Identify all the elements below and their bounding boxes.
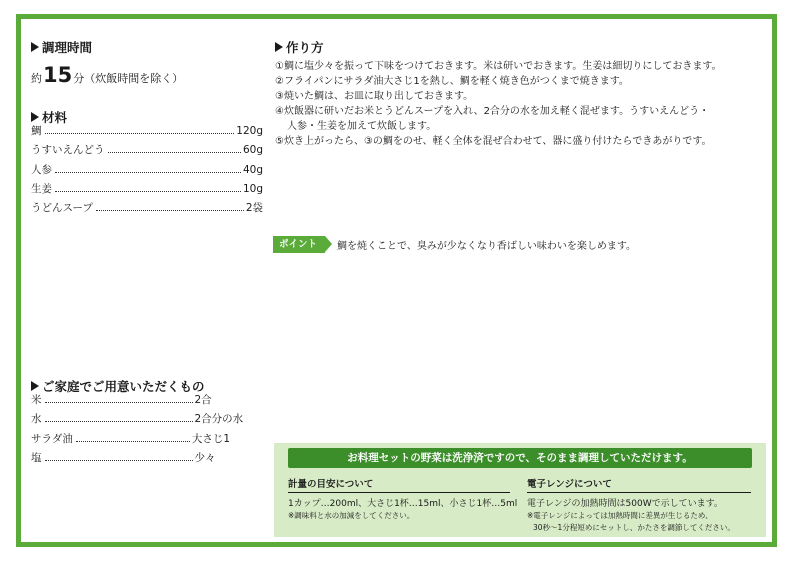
ingredient-name: うどんスープ — [31, 202, 93, 215]
list-item — [31, 392, 263, 411]
leader-dots — [45, 421, 193, 422]
leader-dots — [55, 172, 241, 173]
measure-note — [288, 476, 518, 521]
point-text: 鯛を焼くことで、臭みが少なくなり香ばしい味わいを楽しめます。 — [337, 241, 637, 252]
triangle-bullet-icon — [31, 42, 39, 52]
ingredient-name: 鯛 — [31, 125, 42, 137]
measure-small: ※調味料と水の加減をしてください。 — [288, 511, 415, 520]
leader-dots — [108, 152, 241, 153]
point-tip — [273, 236, 636, 253]
cook-time-note: （炊飯時間を除く） — [84, 72, 184, 85]
ingredient-qty: 40g — [242, 163, 263, 176]
ingredient-name: 人参 — [31, 163, 52, 176]
leader-dots — [55, 191, 241, 192]
point-badge: ポイント — [273, 236, 325, 253]
ingredient-list — [31, 123, 263, 219]
item-name: 水 — [31, 413, 42, 426]
measure-heading: 計量の目安について — [288, 476, 510, 493]
triangle-bullet-icon — [275, 42, 283, 52]
microwave-note — [527, 476, 751, 533]
list-item — [31, 450, 263, 469]
cook-time-title: 調理時間 — [42, 40, 93, 55]
list-item — [31, 123, 263, 142]
leader-dots — [76, 441, 190, 442]
household-list — [31, 392, 263, 469]
item-qty: 少々 — [194, 451, 216, 464]
step-5: ⑤炊き上がったら、③の鯛をのせ、軽く全体を混ぜ合わせて、器に盛り付けたらできあがりです。 — [275, 136, 712, 147]
method-heading — [275, 38, 324, 56]
ingredients-title: 材料 — [42, 110, 68, 125]
method-title: 作り方 — [286, 40, 324, 55]
microwave-small-2: 30秒～1分程短めにセットし、かたさを調節してください。 — [533, 523, 735, 532]
cook-time-heading — [31, 38, 92, 56]
list-item — [31, 411, 263, 430]
item-qty: 2合 — [194, 394, 212, 406]
recipe-card — [16, 14, 777, 547]
step-4-continued: 人参・生姜を加えて炊飯します。 — [287, 121, 437, 132]
step-3: ③焼いた鯛は、お皿に取り出しておきます。 — [275, 91, 474, 102]
cook-time-value — [31, 63, 183, 87]
list-item — [31, 431, 263, 450]
leader-dots — [45, 460, 193, 461]
microwave-body: 電子レンジの加熱時間は500Wで示しています。 — [527, 499, 723, 509]
item-name: サラダ油 — [31, 432, 73, 445]
triangle-bullet-icon — [31, 381, 39, 391]
leader-dots — [96, 210, 244, 211]
microwave-small-1: ※電子レンジによっては加熱時間に差異が生じるため、 — [527, 511, 713, 520]
measure-body: 1カップ…200ml、大さじ1杯…15ml、小さじ1杯…5ml — [288, 499, 518, 509]
ingredient-name: 生姜 — [31, 182, 52, 195]
item-name: 米 — [31, 394, 42, 406]
item-qty: 大さじ1 — [191, 432, 231, 445]
microwave-heading: 電子レンジについて — [527, 476, 751, 493]
step-4: ④炊飯器に研いだお米とうどんスープを入れ、2合分の水を加え軽く混ぜます。うすいえんどう・ — [275, 106, 710, 117]
ingredient-qty: 10g — [242, 182, 263, 195]
list-item — [31, 162, 263, 181]
note-banner: お料理セットの野菜は洗浄済ですので、そのまま調理していただけます。 — [288, 448, 752, 468]
list-item — [31, 200, 263, 219]
step-1: ①鯛に塩少々を振って下味をつけておきます。米は研いでおきます。生姜は細切りにしておきます。 — [275, 61, 722, 72]
list-item — [31, 181, 263, 200]
household-title: ご家庭でご用意いただくもの — [42, 379, 205, 394]
method-steps — [275, 59, 760, 149]
cook-time-prefix: 約 — [31, 72, 42, 85]
ingredient-qty: 120g — [236, 125, 263, 137]
note-box — [274, 443, 766, 537]
leader-dots — [45, 133, 235, 134]
cook-time-minutes: 15 — [43, 63, 73, 87]
ingredient-qty: 2袋 — [245, 202, 263, 215]
ingredient-name: うすいえんどう — [31, 144, 105, 157]
cook-time-unit: 分 — [73, 72, 85, 85]
ingredient-qty: 60g — [242, 144, 263, 157]
step-2: ②フライパンにサラダ油大さじ1を熱し、鯛を軽く焼き色がつくまで焼きます。 — [275, 76, 629, 87]
list-item — [31, 142, 263, 161]
item-name: 塩 — [31, 451, 42, 464]
item-qty: 2合分の水 — [194, 413, 244, 426]
triangle-bullet-icon — [31, 112, 39, 122]
leader-dots — [45, 402, 193, 403]
